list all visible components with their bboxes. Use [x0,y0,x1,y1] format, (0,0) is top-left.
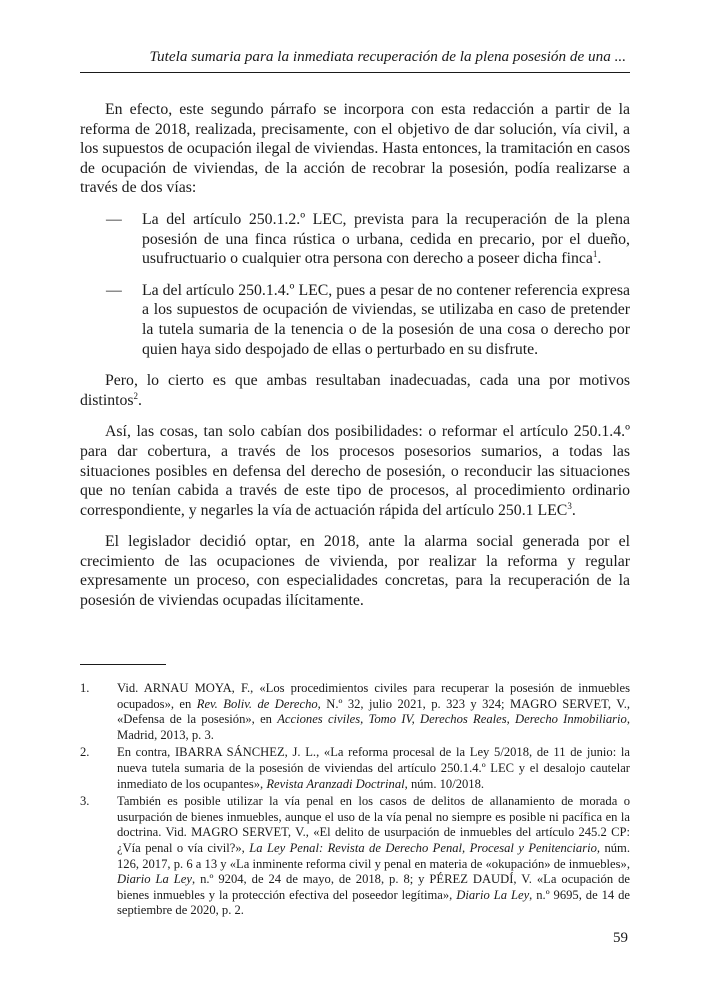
footnote-text-part: , n.º 9204, de 24 de mayo, de 2018, p. 8; y PÉREZ DAUDÍ, V. «La ocupación de bienes inmuebles y la protección efectiva del poseedor legítima», [117,872,630,902]
page-number: 59 [613,930,628,946]
footnote-italic-part: Revista Aranzadi Doctrinal [266,776,405,791]
footnote-text-part: núm. 126, 2017, p. 6 a 13 y «La inminente reforma civil y penal en materia de «okupación» de inmuebles», [117,840,631,871]
dash-marker: — [106,281,122,299]
footnote-3 [80,794,630,919]
footnote-ref-1[interactable]: 1 [592,249,598,260]
footnote-text-part: , n.º 9695, de 14 de septiembre de 2020, p. 2. [117,887,631,918]
footnote-italic-part: Rev. Boliv. de Derecho, [196,696,321,711]
footnote-separator [80,664,166,665]
paragraph-text: El legislador decidió optar, en 2018, ante la alarma social generada por el crecimiento de las ocupaciones de vivienda, por realizar la reforma y regular expresamente un proceso, con especialidades concretas, para la recuperación de la posesión de viviendas ocupadas ilícitamente. [80,533,630,610]
list-item-text: La del artículo 250.1.2.º LEC, prevista para la recuperación de la plena posesión de una finca rústica o urbana, cedida en precario, por el dueño, usufructuario o cualquier otra persona con derecho a poseer dicha finca [142,210,630,268]
footnote-italic-part: Acciones civiles, Tomo IV, Derechos Reales, Derecho Inmobiliario [277,712,627,727]
footnote-text-part: Vid. ARNAU MOYA, F., «Los procedimientos civiles para recuperar la posesión de inmuebles ocupados», en [117,681,630,711]
paragraph-text: Pero, lo cierto es que ambas resultaban inadecuadas, cada una por motivos distintos [80,372,630,409]
footnote-italic-part: Diario La Ley [117,872,192,887]
footnote-text-part: También es posible utilizar la vía penal en los casos de delitos de allanamiento de morada o usurpación de bienes inmuebles, aunque el uso de la vía penal no siempre es posible ni pacífica en la doctrina. Vid. MAGRO SERVET, V., «El delito de usurpación de inmuebles del artículo 245.2 CP: ¿Vía penal o vía civil?», [117,794,630,855]
footnote-ref-2[interactable]: 2 [133,390,139,401]
list-item [80,210,630,269]
paragraph-tail: . [138,391,142,409]
footnote-text [117,745,630,790]
paragraph-inadecuadas [80,371,630,410]
footnote-text-part: En contra, IBARRA SÁNCHEZ, J. L., «La reforma procesal de la Ley 5/2018, de 11 de junio: la nueva tutela sumaria de la posesión de viviendas del artículo 250.1.4.º LEC y el desalojo cautelar inmediato de los ocupantes», [117,745,630,791]
dash-marker: — [106,210,122,228]
dash-list [80,210,630,359]
footnote-number: 3. [80,794,90,809]
footnote-text-part: , Madrid, 2013, p. 3. [117,712,630,742]
footnote-italic-part: Diario La Ley [456,887,530,902]
list-item [80,281,630,359]
footnotes [80,681,630,919]
running-title: Tutela sumaria para la inmediata recuperación de la plena posesión de una ... [149,48,626,65]
paragraph-text: Así, las cosas, tan solo cabían dos posibilidades: o reformar el artículo 250.1.4.º para dar cobertura, a través de los procesos posesorios sumarios, a todas las situaciones posibles en defensa del derecho de posesión, o reconducir las situaciones que no tenían cabida a través de este tipo de procesos, al procedimiento ordinario correspondiente, y negarles la vía de actuación rápida del artículo 250.1 LEC [80,423,630,519]
footnote-number: 2. [80,745,90,760]
paragraph-posibilidades [80,422,630,520]
footnote-2 [80,745,630,792]
footnote-number: 1. [80,681,90,695]
footnote-text-part: N.º 32, julio 2021, p. 323 y 324; MAGRO SERVET, V., «Defensa de la posesión», en [117,696,631,727]
footnote-1 [80,681,630,743]
footnote-ref-3[interactable]: 3 [567,500,572,511]
main-text [80,100,630,611]
list-item-tail: . [597,250,602,268]
footnote-text [117,681,630,742]
footnote-text [117,794,630,917]
paragraph-intro-text: En efecto, este segundo párrafo se incorpora con esta redacción a partir de la reforma de 2018, realizada, precisamente, con el objetivo de dar solución, vía civil, a los supuestos de ocupación ilegal de viviendas. Hasta entonces, la tramitación en casos de ocupación de viviendas, de la acción de recobrar la posesión, podía realizarse a través de dos vías: [80,101,630,197]
running-header [80,42,630,73]
paragraph-legislador [80,532,630,610]
list-item-text: La del artículo 250.1.4.º LEC, pues a pesar de no contener referencia expresa a los supuestos de ocupación de viviendas, se utilizaba en caso de pretender la tutela sumaria de la tenencia o de la posesión de una cosa o derecho por quien haya sido despojado de ellas o perturbado en su disfrute. [142,281,630,358]
paragraph-tail: . [571,501,576,519]
paragraph-intro [80,100,630,198]
footnote-italic-part: La Ley Penal: Revista de Derecho Penal, Procesal y Penitenciario, [249,840,601,855]
footnote-text-part: , núm. 10/2018. [404,776,485,791]
